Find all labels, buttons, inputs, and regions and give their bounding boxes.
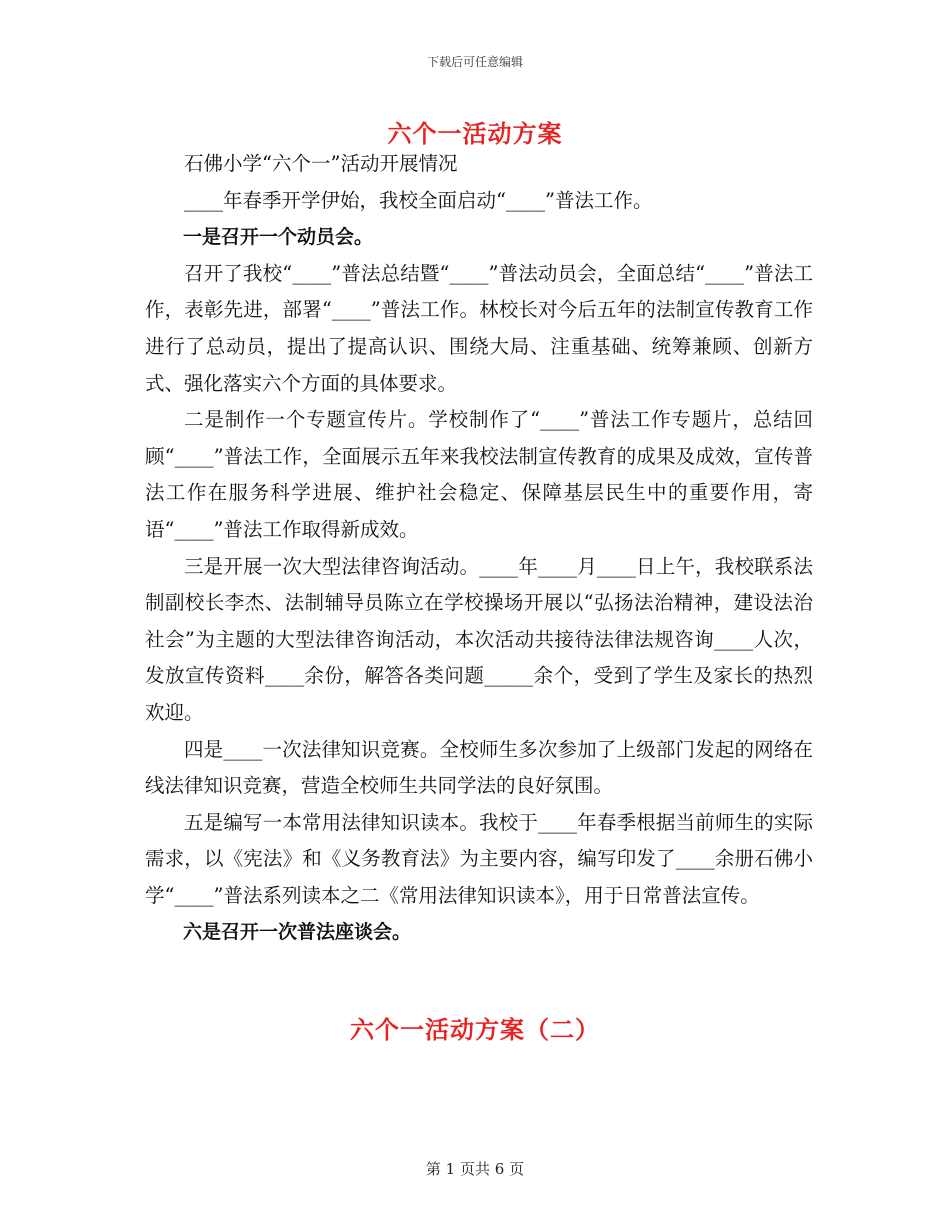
document-body bbox=[145, 146, 813, 951]
paragraph-item-4: 四是____一次法律知识竞赛。全校师生多次参加了上级部门发起的网络在线法律知识竞赛，营造全校师生共同学法的良好氛围。 bbox=[145, 737, 813, 798]
paragraph-launch: ____年春季开学伊始，我校全面启动“____”普法工作。 bbox=[184, 188, 653, 212]
heading-item-1: 一是召开一个动员会。 bbox=[183, 226, 374, 249]
paragraph-item-3: 三是开展一次大型法律咨询活动。____年____月____日上午，我校联系法制副校长李杰、法制辅导员陈立在学校操场开展以“弘扬法治精神，建设法治社会”为主题的大型法律咨询活动，本次活动共接待法律法规咨询____人次，发放宣传资料____余份，解答各类问题_____余个，受到了学生及家长的热烈欢迎。 bbox=[145, 554, 813, 724]
paragraph-item-2: 二是制作一个专题宣传片。学校制作了“____”普法工作专题片，总结回顾“____”普法工作，全面展示五年来我校法制宣传教育的成果及成效，宣传普法工作在服务科学进展、维护社会稳定、保障基层民生中的重要作用，寄语“____”普法工作取得新成效。 bbox=[145, 408, 813, 541]
section-2-title: 六个一活动方案（二） bbox=[350, 1016, 600, 1044]
heading-item-6: 六是召开一次普法座谈会。 bbox=[183, 921, 412, 944]
paragraph-item-1-detail: 召开了我校“____”普法总结暨“____”普法动员会，全面总结“____”普法工作，表彰先进，部署“____”普法工作。林校长对今后五年的法制宣传教育工作进行了总动员，提出了提高认识、围绕大局、注重基础、统筹兼顾、创新方式、强化落实六个方面的具体要求。 bbox=[145, 261, 813, 395]
paragraph-item-5: 五是编写一本常用法律知识读本。我校于____年春季根据当前师生的实际需求，以《宪法》和《义务教育法》为主要内容，编写印发了____余册石佛小学“____”普法系列读本之二《常用法律知识读本》，用于日常普法宣传。 bbox=[145, 810, 813, 907]
page-header-note: 下载后可任意编辑 bbox=[426, 55, 523, 69]
page-number: 第 1 页共 6 页 bbox=[425, 1160, 525, 1178]
paragraph-intro: 石佛小学“六个一”活动开展情况 bbox=[184, 152, 458, 175]
document-title: 六个一活动方案 bbox=[387, 120, 563, 148]
